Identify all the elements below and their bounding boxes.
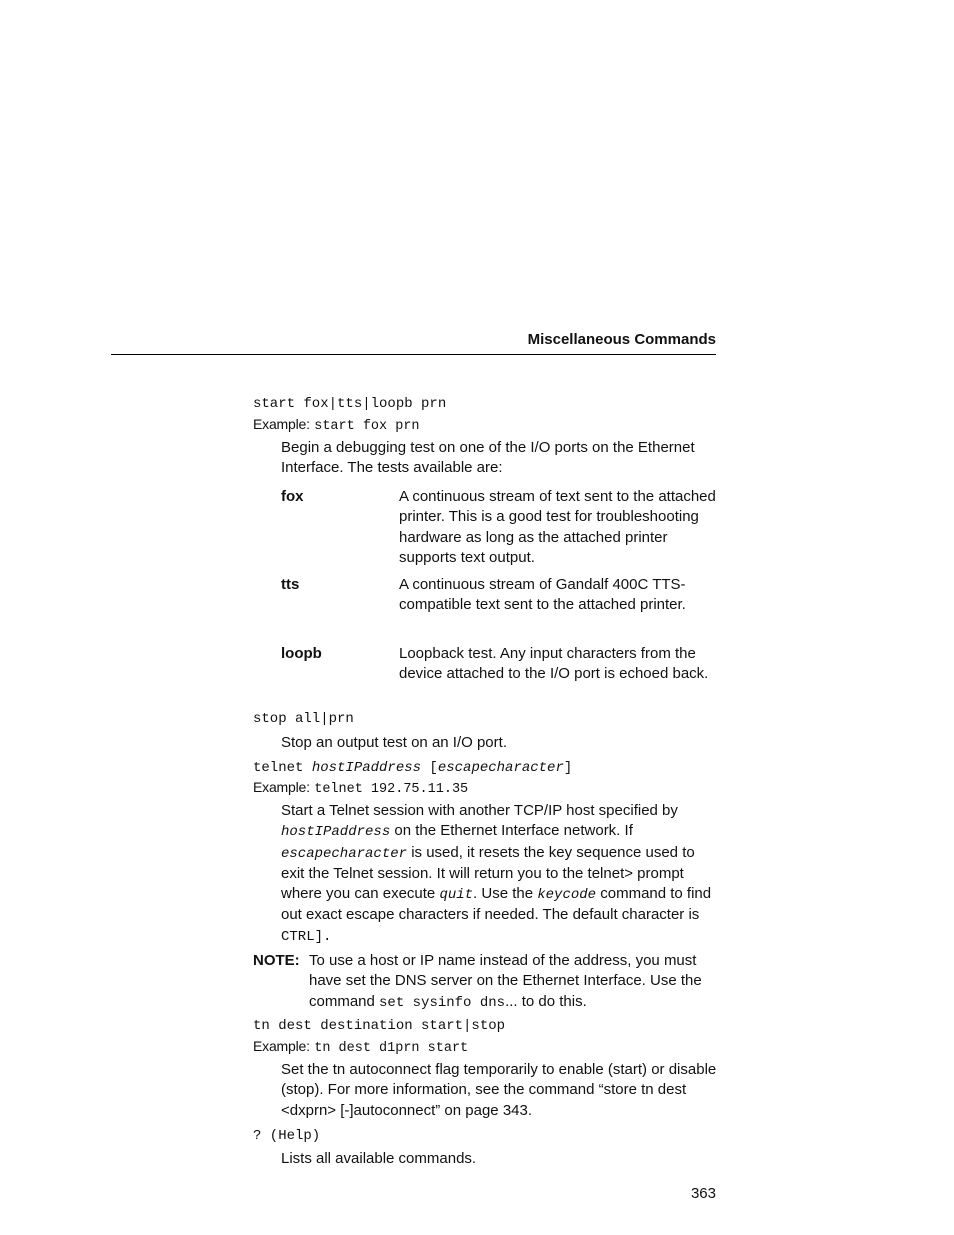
example-label: Example:	[253, 779, 310, 795]
help-description: Lists all available commands.	[281, 1150, 477, 1167]
stop-syntax: stop all|prn	[253, 711, 354, 727]
example-command: telnet 192.75.11.35	[314, 782, 469, 797]
note-body: To use a host or IP name instead of the address, you must have set the DNS server on the Ethernet Interface. Use the command	[309, 952, 702, 1010]
start-example	[253, 416, 420, 434]
start-syntax: start fox|tts|loopb prn	[253, 396, 447, 412]
start-description: Begin a debugging test on one of the I/O ports on the Ethernet Interface. The tests available are:	[281, 439, 695, 477]
telnet-description	[281, 801, 719, 947]
running-header: Miscellaneous Commands	[527, 331, 716, 348]
telnet-arg-host: hostIPaddress	[311, 760, 422, 776]
stop-description: Stop an output test on an I/O port.	[281, 734, 507, 751]
desc-arg-host: hostIPaddress	[281, 824, 391, 841]
desc-text: . Use the	[473, 885, 538, 903]
desc-ctrl: CTRL].	[281, 928, 332, 945]
desc-text: command to find out exact escape characters if needed. The default character is	[281, 885, 712, 924]
test-name-fox: fox	[281, 488, 304, 505]
note-body: ... to do this.	[505, 992, 587, 1010]
telnet-syntax	[253, 760, 572, 776]
header-rule	[111, 354, 716, 355]
desc-text: Start a Telnet session with another TCP/IP host specified by	[281, 802, 678, 819]
example-command: start fox prn	[314, 419, 420, 434]
desc-text: on the Ethernet Interface network. If	[390, 822, 633, 840]
telnet-arg-escape: escapecharacter	[437, 760, 564, 776]
help-syntax: ? (Help)	[253, 1128, 321, 1144]
test-desc-tts: A continuous stream of Gandalf 400C TTS-compatible text sent to the attached printer.	[399, 576, 686, 614]
test-desc-loopb: Loopback test. Any input characters from the device attached to the I/O port is echoed back.	[399, 645, 709, 683]
test-name-loopb: loopb	[281, 645, 322, 662]
desc-text: is used, it resets the key sequence used to exit the Telnet session. It will return you to the telnet> prompt where you can execute	[281, 843, 695, 903]
tndest-example	[253, 1038, 468, 1056]
desc-arg-escape: escapecharacter	[281, 845, 408, 862]
tndest-description: Set the tn autoconnect flag temporarily to enable (start) or disable (stop). For more information, see the command “store tn dest <dxprn> [-]autoconnect” on page 343.	[281, 1061, 717, 1119]
desc-quit: quit	[439, 887, 474, 904]
telnet-cmd: telnet	[253, 760, 312, 776]
telnet-bracket-open: [	[421, 760, 438, 776]
example-label: Example:	[253, 416, 310, 432]
example-label: Example:	[253, 1038, 310, 1054]
note-command: set sysinfo dns	[379, 994, 506, 1011]
note-label: NOTE:	[253, 952, 300, 969]
telnet-bracket-close: ]	[563, 760, 573, 776]
note-text	[309, 951, 719, 1013]
telnet-example	[253, 779, 468, 797]
desc-keycode: keycode	[537, 887, 597, 904]
example-command: tn dest d1prn start	[314, 1041, 469, 1056]
tndest-syntax: tn dest destination start|stop	[253, 1018, 506, 1034]
test-desc-fox: A continuous stream of text sent to the attached printer. This is a good test for troubleshooting hardware as long as the attached printer supports text output.	[399, 488, 716, 566]
page-number: 363	[690, 1185, 716, 1202]
test-name-tts: tts	[281, 576, 300, 593]
